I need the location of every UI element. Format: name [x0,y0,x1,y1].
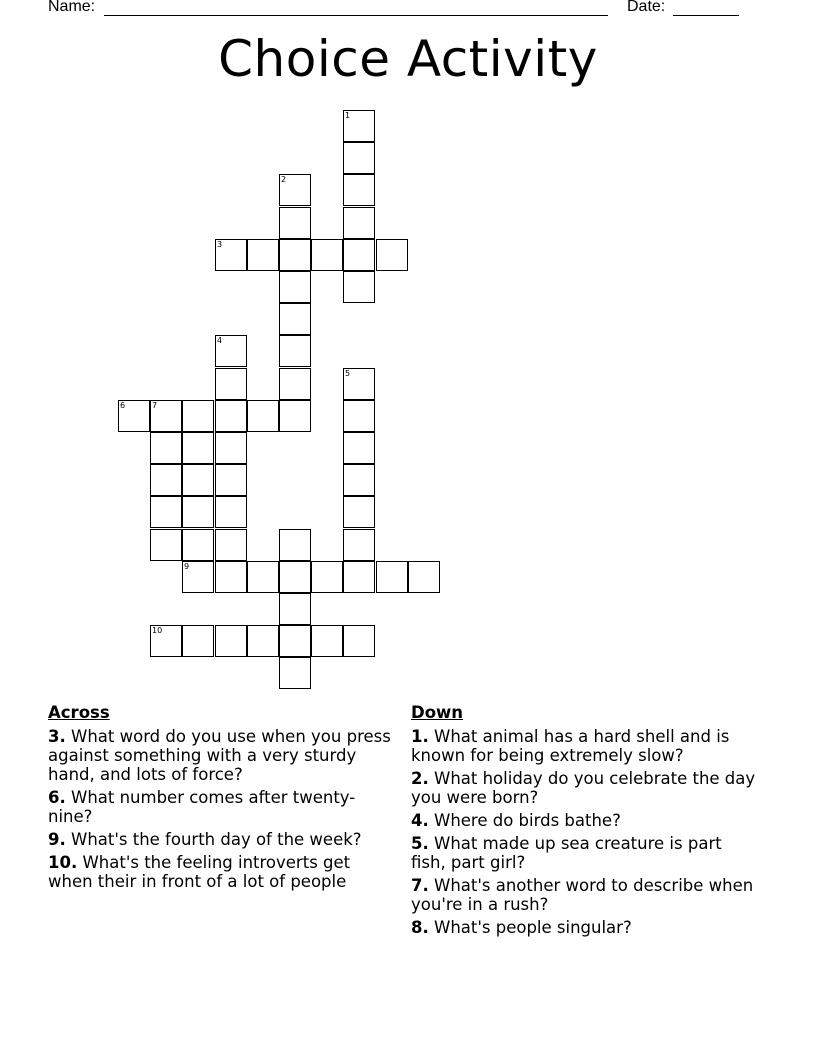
clue-number: 6 [120,401,126,410]
grid-cell[interactable] [215,239,247,271]
grid-cell[interactable] [343,400,375,432]
grid-cell[interactable] [215,561,247,593]
clue-across-6: 6. What number comes after twenty-nine? [48,788,356,826]
clue-number: 3 [217,240,223,249]
grid-cell[interactable] [376,239,408,271]
grid-cell[interactable] [247,625,279,657]
grid-cell[interactable] [215,496,247,528]
clue-across-3: 3. What word do you use when you press against something with a very sturdy hand, and lots of force? [48,727,391,784]
grid-cell[interactable] [150,625,182,657]
grid-cell[interactable] [247,400,279,432]
grid-cell[interactable] [279,561,311,593]
grid-cell[interactable] [279,593,311,625]
grid-cell[interactable] [215,335,247,367]
grid-cell[interactable] [311,561,343,593]
clue-number: 10 [152,626,163,635]
grid-cell[interactable] [247,561,279,593]
clue-down-5: 5. What made up sea creature is part fish, part girl? [411,834,722,872]
grid-cell[interactable] [408,561,440,593]
grid-cell[interactable] [182,400,214,432]
grid-cell[interactable] [343,529,375,561]
grid-cell[interactable] [376,561,408,593]
clue-number: 2 [281,175,287,184]
down-heading: Down [411,703,464,722]
grid-cell[interactable] [279,657,311,689]
grid-cell[interactable] [215,368,247,400]
grid-cell[interactable] [215,400,247,432]
clue-down-8: 8. What's people singular? [411,918,632,937]
grid-cell[interactable] [343,174,375,206]
grid-cell[interactable] [311,625,343,657]
grid-cell[interactable] [279,207,311,239]
down-clues [411,703,756,941]
clue-down-7: 7. What's another word to describe when you're in a rush? [411,876,754,914]
grid-cell[interactable] [150,529,182,561]
grid-cell[interactable] [182,432,214,464]
clue-number: 4 [217,336,223,345]
grid-cell[interactable] [343,561,375,593]
grid-cell[interactable] [215,529,247,561]
grid-cell[interactable] [150,464,182,496]
grid-cell[interactable] [182,561,214,593]
grid-cell[interactable] [247,239,279,271]
grid-cell[interactable] [279,271,311,303]
grid-cell[interactable] [150,400,182,432]
clue-down-2: 2. What holiday do you celebrate the day you were born? [411,769,756,807]
grid-cell[interactable] [343,110,375,142]
clue-down-4: 4. Where do birds bathe? [411,811,621,830]
clue-number: 9 [184,562,190,571]
grid-cell[interactable] [343,432,375,464]
grid-cell[interactable] [311,239,343,271]
across-heading: Across [48,703,110,722]
grid-cell[interactable] [182,464,214,496]
grid-cell[interactable] [343,142,375,174]
across-clues [48,703,393,895]
clue-down-1: 1. What animal has a hard shell and is known for being extremely slow? [411,727,730,765]
grid-cell[interactable] [279,335,311,367]
grid-cell[interactable] [150,496,182,528]
clue-across-9: 9. What's the fourth day of the week? [48,830,362,849]
grid-cell[interactable] [343,625,375,657]
clue-across-10: 10. What's the feeling introverts get when their in front of a lot of people [48,853,351,891]
grid-cell[interactable] [118,400,150,432]
grid-cell[interactable] [279,529,311,561]
date-label: Date: [627,0,666,15]
clue-number: 7 [152,401,158,410]
grid-cell[interactable] [182,625,214,657]
grid-cell[interactable] [343,496,375,528]
clue-number: 1 [345,111,351,120]
grid-cell[interactable] [182,496,214,528]
name-label: Name: [48,0,96,15]
grid-cell[interactable] [215,464,247,496]
grid-cell[interactable] [279,400,311,432]
grid-cell[interactable] [279,174,311,206]
grid-cell[interactable] [343,271,375,303]
grid-cell[interactable] [343,368,375,400]
grid-cell[interactable] [279,303,311,335]
grid-cell[interactable] [279,625,311,657]
clue-number: 5 [345,369,351,378]
grid-cell[interactable] [182,529,214,561]
grid-cell[interactable] [343,464,375,496]
grid-cell[interactable] [150,432,182,464]
grid-cell[interactable] [343,239,375,271]
grid-cell[interactable] [343,207,375,239]
grid-cell[interactable] [215,625,247,657]
page-title: Choice Activity [218,30,598,88]
grid-cell[interactable] [215,432,247,464]
grid-cell[interactable] [279,368,311,400]
grid-cell[interactable] [279,239,311,271]
